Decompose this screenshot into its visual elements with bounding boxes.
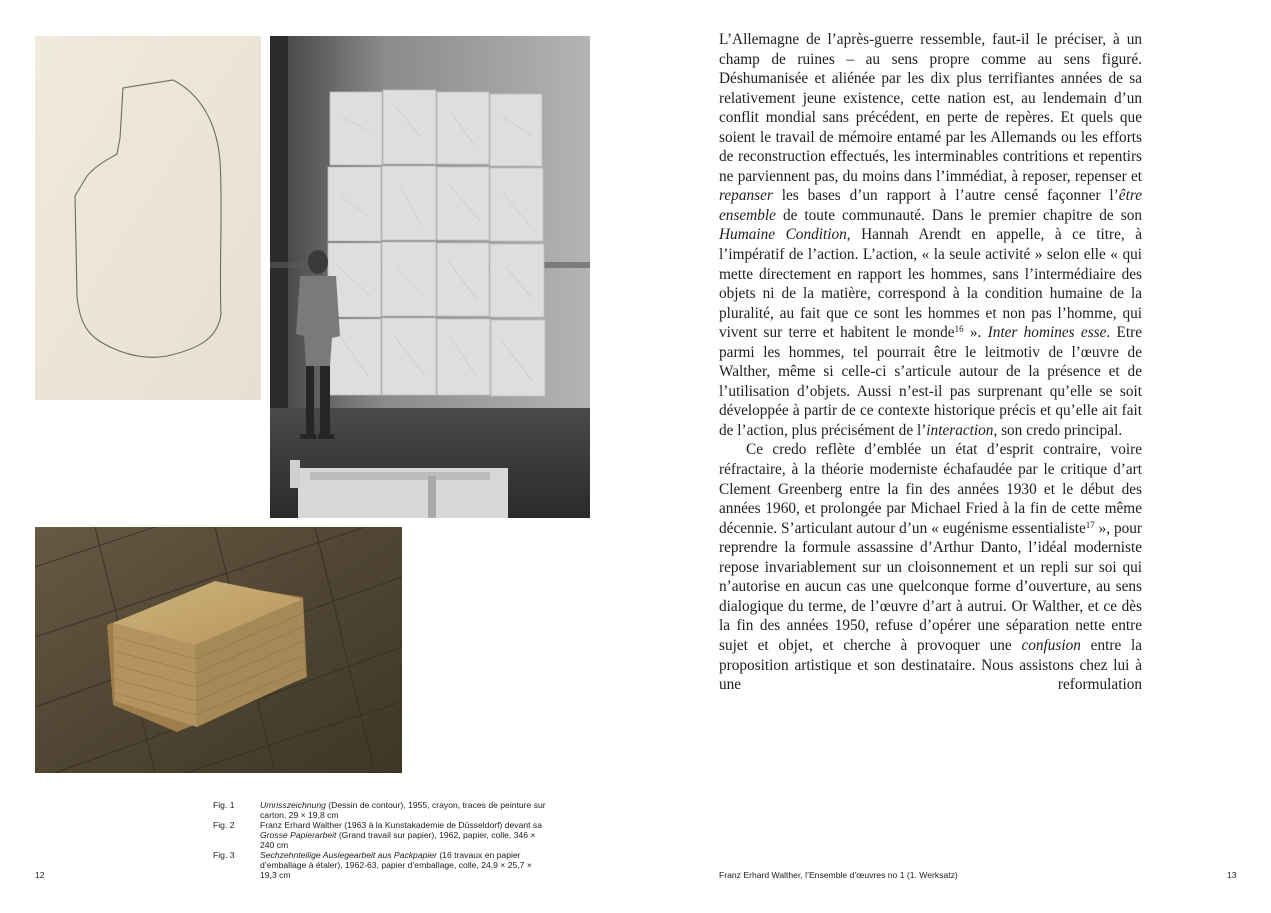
- page-number-left: 12: [35, 870, 45, 880]
- caption-fig3-desc: (16 travaux en papier d’emballage à étaler), 1962-63, papier d’emballage, colle, 24,9 × 25,7 × 19,3 cm: [260, 850, 532, 880]
- caption-fig1-desc: (Dessin de contour), 1955, crayon, traces de peinture sur carton, 29 × 19,8 cm: [260, 800, 546, 820]
- paragraph-2: [719, 440, 1142, 694]
- caption-label-fig1: Fig. 1: [213, 800, 235, 810]
- p1-emphasis-inter-homines: Inter homines esse: [987, 324, 1107, 342]
- p1-text-d: , Hannah Arendt en appelle, à ce titre, à l’impératif de l’action. L’action, « la seule activité » selon elle « qui mette directement en rapport les hommes, sans l’intermédiaire des objets ni de la matière, correspond à la condition humaine de la pluralité, au fait que ce sont les hommes et non pas l’homme, qui vivent sur terre et habitent le monde: [719, 226, 1142, 342]
- p1-text-a: L’Allemagne de l’après-guerre ressemble, faut-il le préciser, à un champ de ruines – au sens propre comme au sens figuré. Déshumanisée et aliénée par les dix plus terrifiantes années de sa relativement jeune existence, cette nation est, au lendemain d’un conflit mondial sans précédent, en perte de repères. Et quels que soient le travail de mémoire entamé par les Allemands ou les efforts de reconstruction effectués, les interminables contritions et repentirs ne parviennent pas, du moins dans l’immédiat, à reposer, repenser et: [719, 31, 1142, 185]
- p1-emphasis-interaction: interaction: [926, 421, 994, 439]
- p2-text-c: entre la proposition artistique et son destinataire. Nous assistons chez lui à une reformulation: [719, 636, 1142, 694]
- p1-emphasis-humaine-condition: Humaine Condition: [719, 226, 847, 244]
- p1-emphasis-repanser: repanser: [719, 187, 773, 205]
- caption-fig3-title: Sechzehnteilige Auslegearbeit aus Packpapier: [260, 850, 437, 860]
- figure-1-contour-drawing: [35, 36, 261, 400]
- paragraph-1: [719, 30, 1142, 440]
- caption-fig1-title: Umrisszeichnung: [260, 800, 326, 810]
- running-title: Franz Erhard Walther, l’Ensemble d’œuvres no 1 (1. Werksatz): [719, 870, 958, 880]
- p2-text-a: Ce credo reflète d’emblée un état d’esprit contraire, voire réfractaire, à la théorie moderniste échafaudée par le critique d’art Clement Greenberg entre la fin des années 1930 et le début des années 1960, et prolongée par Michael Fried à la fin de cette même décennie. S’articulant autour d’un « eugénisme essentialiste: [719, 441, 1142, 537]
- p1-emphasis-etre-ensemble: être ensemble: [719, 187, 1142, 224]
- figure-3-paper-stack-photograph: [35, 527, 402, 773]
- p1-text-g: , son credo principal.: [993, 421, 1123, 439]
- page-number-right: 13: [1227, 870, 1237, 880]
- p1-text-b: les bases d’un rapport à l’autre censé façonner l’: [772, 187, 1119, 205]
- p1-text-f: . Etre parmi les hommes, tel pourrait être le leitmotiv de l’œuvre de Walther, même si celle-ci s’articule autour de la présence et de l’utilisation d’objets. Aussi n’est-il pas surprenant qu’elle se soit développée à partir de ce contexte historique précis et qu’elle ait fait de l’action, plus précisément de l’: [719, 324, 1142, 439]
- caption-label-fig2: Fig. 2: [213, 820, 235, 830]
- caption-label-fig3: Fig. 3: [213, 850, 235, 860]
- caption-fig2-desc-a: Franz Erhard Walther (1963 à la Kunstakademie de Düsseldorf) devant sa: [260, 820, 542, 830]
- p2-text-b: », pour reprendre la formule assassine d’Arthur Danto, l’idéal moderniste repose invariablement sur un cloisonnement et un repli sur soi qui n’autorise en aucun cas une quelconque forme d’ouverture, au sens dialogique du terme, de l’œuvre d’art à autrui. Or Walther, et ce dès la fin des années 1950, refuse d’opérer une séparation nette entre sujet et objet, et cherche à provoquer une: [719, 519, 1142, 654]
- p1-text-c: de toute communauté. Dans le premier chapitre de son: [775, 206, 1142, 224]
- caption-fig1: [260, 801, 550, 821]
- p2-emphasis-confusion: confusion: [1021, 636, 1081, 654]
- figure-2-studio-photograph: [270, 36, 590, 518]
- body-text: [719, 30, 1142, 695]
- caption-fig2-title: Grosse Papierarbeit: [260, 829, 337, 840]
- caption-fig2: [260, 821, 550, 850]
- caption-fig3: [260, 851, 550, 880]
- p1-text-e: ».: [963, 324, 988, 342]
- caption-fig2-desc-b: (Grand travail sur papier), 1962, papier, colle, 346 × 240 cm: [260, 829, 536, 850]
- footnote-ref-16: 16: [954, 324, 964, 335]
- footnote-ref-17: 17: [1085, 519, 1095, 530]
